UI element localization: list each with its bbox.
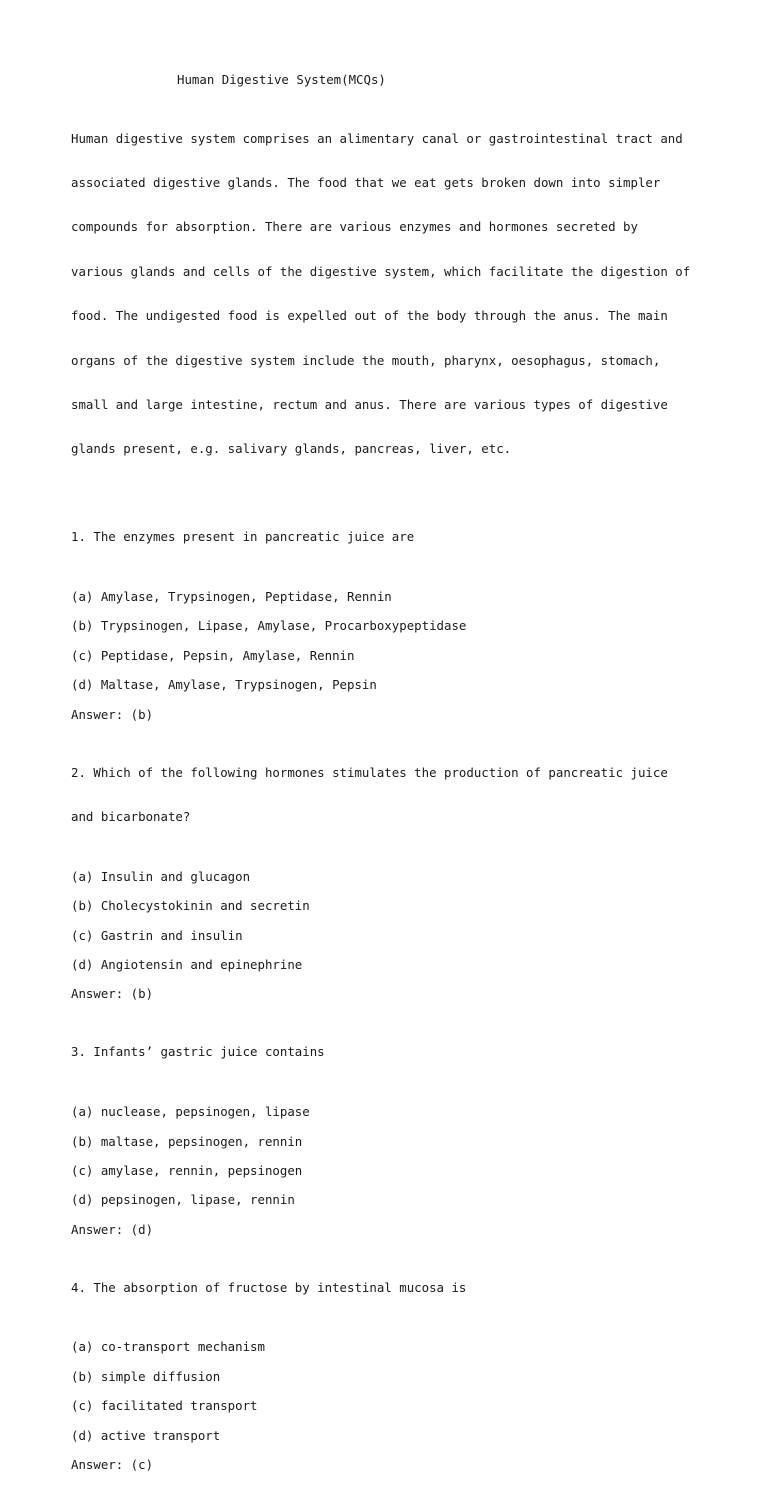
question-text — [71, 1016, 711, 1090]
option-d: (d) pepsinogen, lipase, rennin — [71, 1192, 295, 1208]
question-block — [71, 736, 711, 1001]
question-line: 3. Infants’ gastric juice contains — [71, 1044, 325, 1060]
intro-line: glands present, e.g. salivary glands, pancreas, liver, etc. — [71, 441, 512, 457]
question-line: 4. The absorption of fructose by intestinal mucosa is — [71, 1279, 467, 1295]
intro-line: Human digestive system comprises an alimentary canal or gastrointestinal tract and — [71, 130, 683, 146]
answer-line: Answer: (c) — [71, 1457, 154, 1473]
option-a: (a) Amylase, Trypsinogen, Peptidase, Rennin — [71, 589, 392, 605]
option-b: (b) simple diffusion — [71, 1368, 221, 1384]
option-d: (d) Angiotensin and epinephrine — [71, 956, 303, 972]
option-b: (b) Trypsinogen, Lipase, Amylase, Procarboxypeptidase — [71, 618, 467, 634]
document-page — [71, 72, 711, 1486]
question-block — [71, 1016, 711, 1237]
intro-line: organs of the digestive system include the mouth, pharynx, oesophagus, stomach, — [71, 352, 661, 368]
intro-line: associated digestive glands. The food that we eat gets broken down into simpler — [71, 174, 661, 190]
option-c: (c) Gastrin and insulin — [71, 927, 243, 943]
answer-line: Answer: (d) — [71, 1221, 154, 1237]
question-line: 2. Which of the following hormones stimulates the production of pancreatic juice — [71, 764, 668, 780]
question-block — [71, 1251, 711, 1472]
question-block — [71, 501, 711, 722]
option-a: (a) co-transport mechanism — [71, 1339, 265, 1355]
intro-line: small and large intestine, rectum and anus. There are various types of digestive — [71, 396, 668, 412]
answer-line: Answer: (b) — [71, 986, 154, 1002]
question-text — [71, 1251, 711, 1325]
document-title: Human Digestive System(MCQs) — [177, 72, 386, 87]
intro-line: compounds for absorption. There are various enzymes and hormones secreted by — [71, 219, 638, 235]
question-text — [71, 736, 711, 854]
option-c: (c) amylase, rennin, pepsinogen — [71, 1162, 303, 1178]
intro-line: food. The undigested food is expelled out of the body through the anus. The main — [71, 308, 668, 324]
intro-line: various glands and cells of the digestive system, which facilitate the digestion of — [71, 263, 691, 279]
answer-line: Answer: (b) — [71, 706, 154, 722]
option-d: (d) Maltase, Amylase, Trypsinogen, Pepsin — [71, 677, 377, 693]
question-text — [71, 501, 711, 575]
option-d: (d) active transport — [71, 1427, 221, 1443]
option-a: (a) nuclease, pepsinogen, lipase — [71, 1104, 310, 1120]
question-line: 1. The enzymes present in pancreatic juice are — [71, 529, 415, 545]
question-line: and bicarbonate? — [71, 809, 191, 825]
option-b: (b) maltase, pepsinogen, rennin — [71, 1133, 303, 1149]
option-b: (b) Cholecystokinin and secretin — [71, 898, 310, 914]
option-c: (c) facilitated transport — [71, 1398, 258, 1414]
option-c: (c) Peptidase, Pepsin, Amylase, Rennin — [71, 647, 355, 663]
intro-paragraph — [71, 102, 711, 487]
option-a: (a) Insulin and glucagon — [71, 868, 251, 884]
